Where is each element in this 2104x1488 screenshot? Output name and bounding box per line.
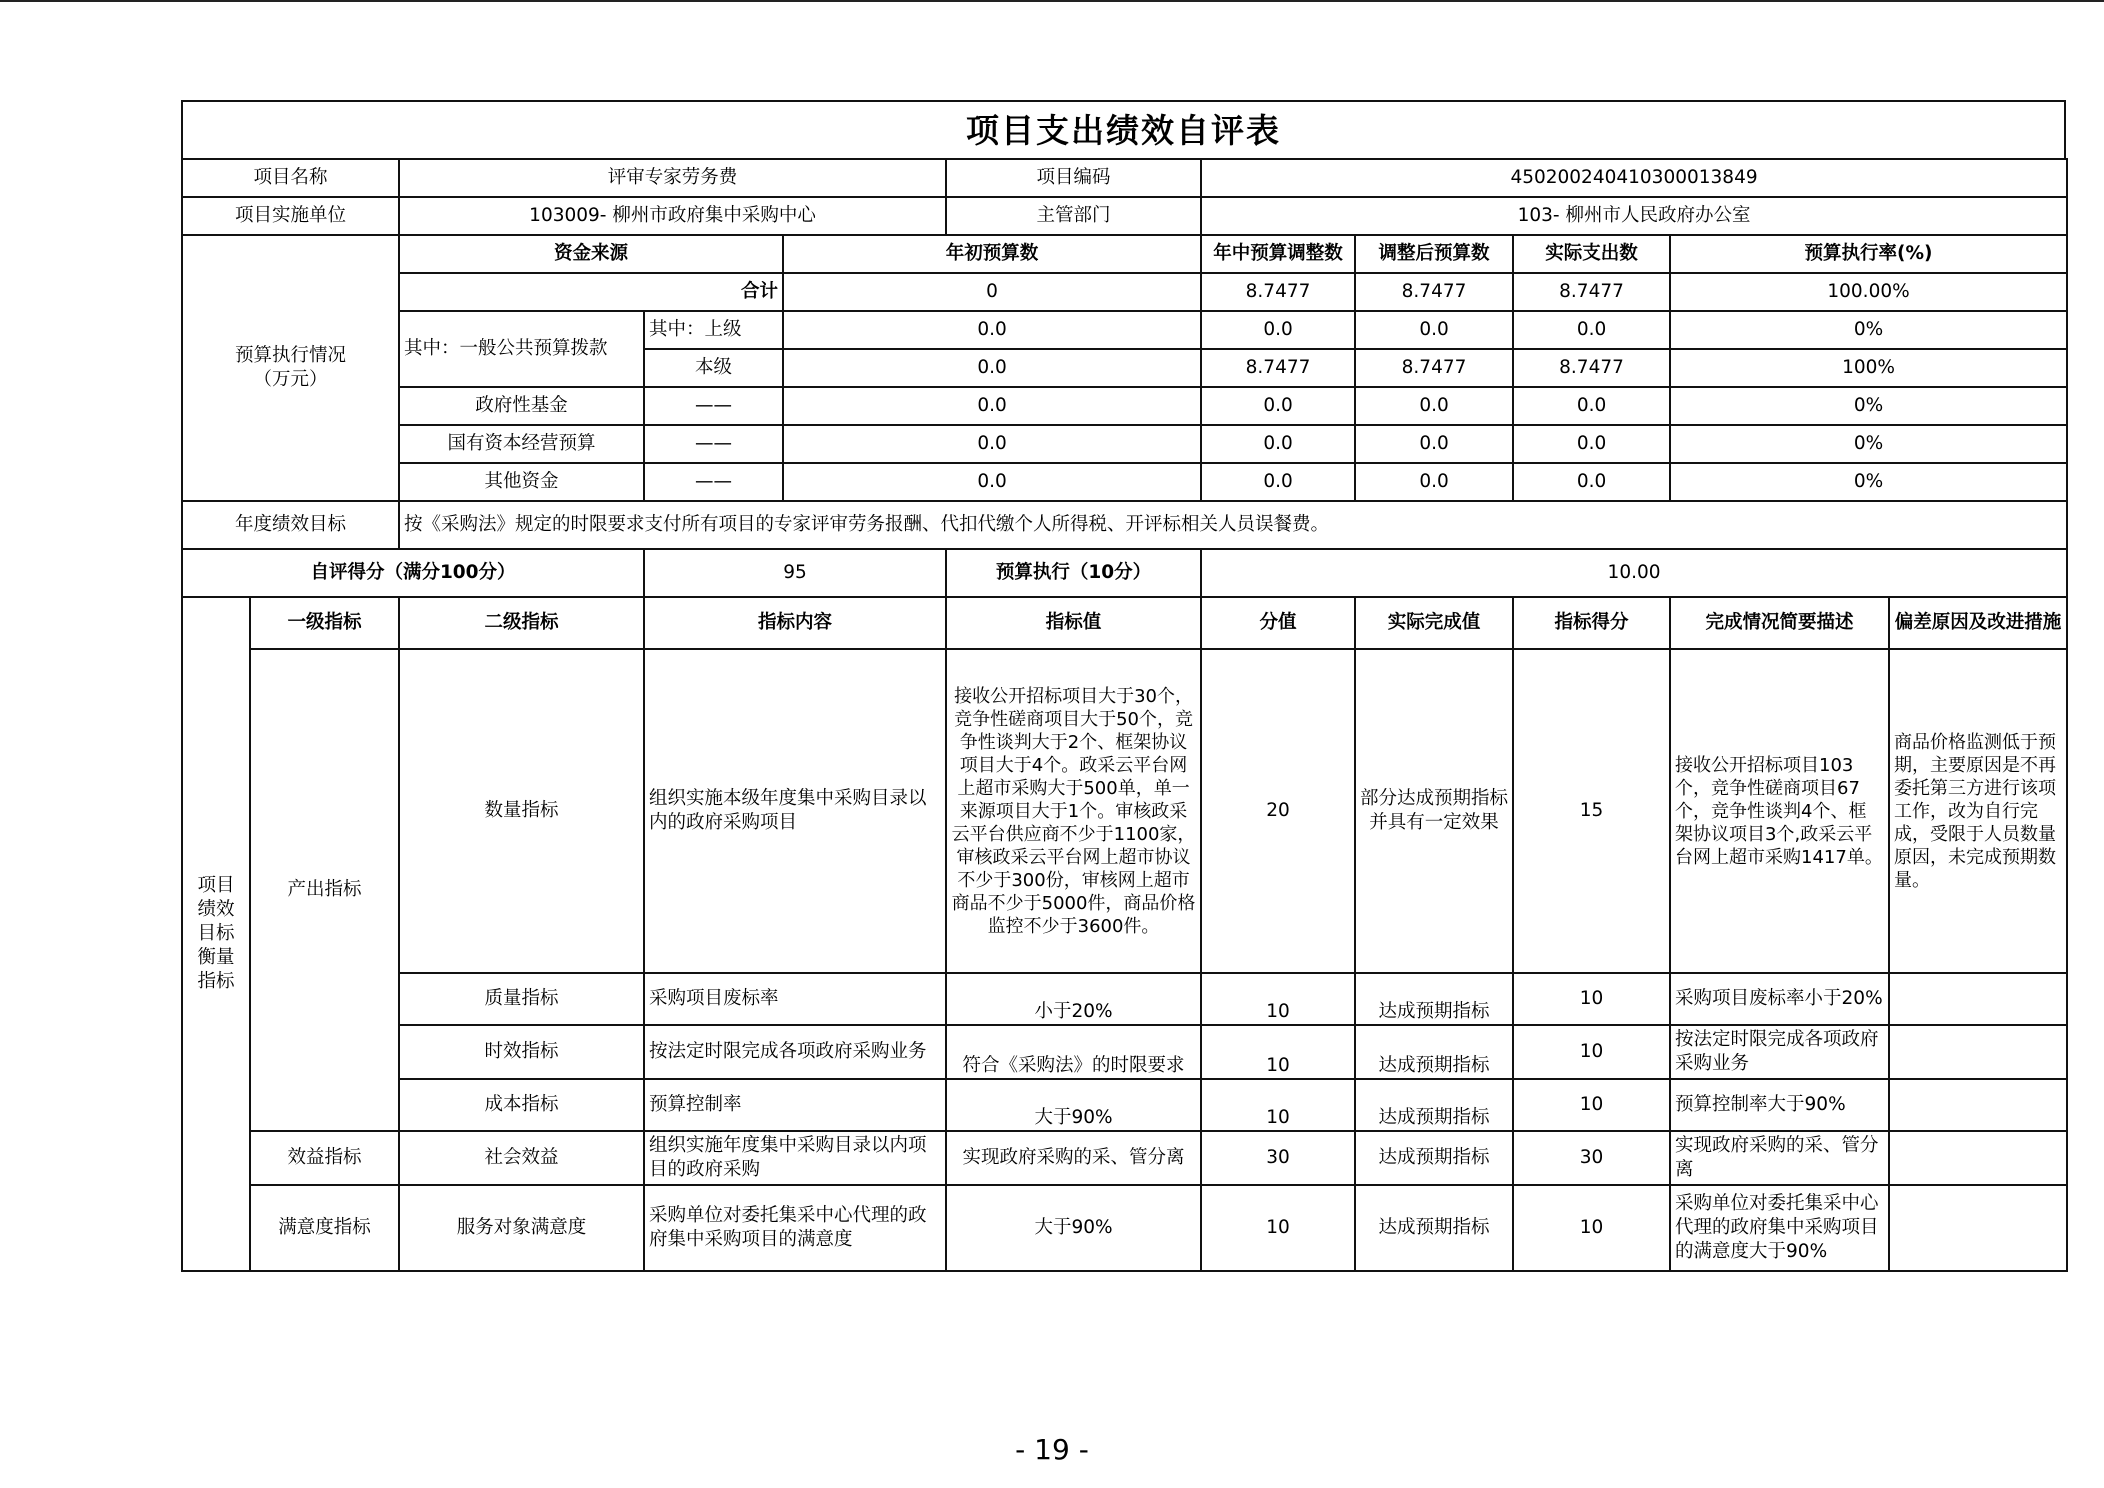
capital-rate: 0% — [1670, 425, 2067, 463]
timeliness-desc: 按法定时限完成各项政府采购业务 — [1670, 1025, 1889, 1079]
project-name-label: 项目名称 — [182, 159, 399, 197]
quality-desc: 采购项目废标率小于20% — [1670, 973, 1889, 1025]
quantity-actual: 部分达成预期指标并具有一定效果 — [1355, 649, 1513, 973]
group-output: 产出指标 — [250, 649, 399, 1131]
satisfaction-score: 10 — [1513, 1185, 1670, 1271]
shangji-rate: 0% — [1670, 311, 2067, 349]
budget-header-adjusted: 调整后预算数 — [1355, 235, 1513, 273]
budget-section-label: 预算执行情况（万元） — [182, 235, 399, 501]
benji-rate: 100% — [1670, 349, 2067, 387]
other-dash: —— — [644, 463, 783, 501]
capital-initial: 0.0 — [783, 425, 1201, 463]
satisfaction-desc: 采购单位对委托集采中心代理的政府集中采购项目的满意度大于90% — [1670, 1185, 1889, 1271]
quality-weight: 10 — [1201, 973, 1355, 1025]
cost-level2: 成本指标 — [399, 1079, 644, 1131]
quantity-level2: 数量指标 — [399, 649, 644, 973]
shangji-adjusted: 0.0 — [1355, 311, 1513, 349]
page-title: 项目支出绩效自评表 — [181, 100, 2066, 158]
social-target: 实现政府采购的采、管分离 — [946, 1131, 1201, 1185]
social-score: 30 — [1513, 1131, 1670, 1185]
benji-actual: 8.7477 — [1513, 349, 1670, 387]
dept-value: 103- 柳州市人民政府办公室 — [1201, 197, 2067, 235]
indicator-row-quality — [182, 973, 2067, 1025]
fund-adjust: 0.0 — [1201, 387, 1355, 425]
benji-adjust: 8.7477 — [1201, 349, 1355, 387]
header-reason: 偏差原因及改进措施 — [1889, 597, 2067, 649]
cost-weight: 10 — [1201, 1079, 1355, 1131]
total-adjust: 8.7477 — [1201, 273, 1355, 311]
other-rate: 0% — [1670, 463, 2067, 501]
benji-adjusted: 8.7477 — [1355, 349, 1513, 387]
capital-dash: —— — [644, 425, 783, 463]
satisfaction-weight: 10 — [1201, 1185, 1355, 1271]
header-actual: 实际完成值 — [1355, 597, 1513, 649]
indicator-header-row — [182, 597, 2067, 649]
project-code-value: 450200240410300013849 — [1201, 159, 2067, 197]
quality-score: 10 — [1513, 973, 1670, 1025]
timeliness-weight: 10 — [1201, 1025, 1355, 1079]
satisfaction-content: 采购单位对委托集采中心代理的政府集中采购项目的满意度 — [644, 1185, 946, 1271]
quantity-desc: 接收公开招标项目103个，竞争性磋商项目67个，竞争性谈判4个、框架协议项目3个,政采云平台网上超市采购1417单。 — [1670, 649, 1889, 973]
exec-value: 10.00 — [1201, 549, 2067, 597]
performance-table — [181, 158, 2068, 1272]
cost-target: 大于90% — [946, 1079, 1201, 1131]
total-rate: 100.00% — [1670, 273, 2067, 311]
capital-actual: 0.0 — [1513, 425, 1670, 463]
timeliness-reason — [1889, 1025, 2067, 1079]
budget-header-adjust: 年中预算调整数 — [1201, 235, 1355, 273]
group-satisfaction: 满意度指标 — [250, 1185, 399, 1271]
other-actual: 0.0 — [1513, 463, 1670, 501]
timeliness-target: 符合《采购法》的时限要求 — [946, 1025, 1201, 1079]
indicator-row-cost — [182, 1079, 2067, 1131]
social-content: 组织实施年度集中采购目录以内项目的政府采购 — [644, 1131, 946, 1185]
other-initial: 0.0 — [783, 463, 1201, 501]
total-label: 合计 — [399, 273, 783, 311]
dept-label: 主管部门 — [946, 197, 1201, 235]
budget-header-source: 资金来源 — [399, 235, 783, 273]
capital-adjust: 0.0 — [1201, 425, 1355, 463]
capital-label: 国有资本经营预算 — [399, 425, 644, 463]
quantity-content: 组织实施本级年度集中采购目录以内的政府采购项目 — [644, 649, 946, 973]
timeliness-score: 10 — [1513, 1025, 1670, 1079]
indicator-row-social — [182, 1131, 2067, 1185]
satisfaction-level2: 服务对象满意度 — [399, 1185, 644, 1271]
project-code-label: 项目编码 — [946, 159, 1201, 197]
goal-label: 年度绩效目标 — [182, 501, 399, 549]
quantity-reason: 商品价格监测低于预期，主要原因是不再委托第三方进行该项工作，改为自行完成，受限于人员数量原因，未完成预期数量。 — [1889, 649, 2067, 973]
timeliness-actual: 达成预期指标 — [1355, 1025, 1513, 1079]
capital-adjusted: 0.0 — [1355, 425, 1513, 463]
satisfaction-target: 大于90% — [946, 1185, 1201, 1271]
budget-capital-row — [182, 425, 2067, 463]
total-actual: 8.7477 — [1513, 273, 1670, 311]
indicator-side-label: 项目绩效目标衡量指标 — [182, 597, 250, 1271]
social-reason — [1889, 1131, 2067, 1185]
shangji-initial: 0.0 — [783, 311, 1201, 349]
budget-shangji-row — [182, 311, 2067, 349]
header-level1: 一级指标 — [250, 597, 399, 649]
page-number: - 19 - — [1015, 1433, 1089, 1466]
header-content: 指标内容 — [644, 597, 946, 649]
quality-level2: 质量指标 — [399, 973, 644, 1025]
fund-dash: —— — [644, 387, 783, 425]
total-initial: 0 — [783, 273, 1201, 311]
general-budget-label: 其中：一般公共预算拨款 — [399, 311, 644, 387]
fund-actual: 0.0 — [1513, 387, 1670, 425]
quantity-target: 接收公开招标项目大于30个，竞争性磋商项目大于50个，竞争性谈判大于2个、框架协议项目大于4个。政采云平台网上超市采购大于500单，单一来源项目大于1个。审核政采云平台供应商不少于1100家，审核政采云平台网上超市协议不少于300份，审核网上超市商品不少于5000件，商品价格监控不少于3600件。 — [946, 649, 1201, 973]
social-level2: 社会效益 — [399, 1131, 644, 1185]
header-desc: 完成情况简要描述 — [1670, 597, 1889, 649]
indicator-row-satisfaction — [182, 1185, 2067, 1271]
shangji-adjust: 0.0 — [1201, 311, 1355, 349]
info-row-2 — [182, 197, 2067, 235]
other-label: 其他资金 — [399, 463, 644, 501]
quality-reason — [1889, 973, 2067, 1025]
indicator-row-timeliness — [182, 1025, 2067, 1079]
score-label: 自评得分（满分100分） — [182, 549, 644, 597]
cost-actual: 达成预期指标 — [1355, 1079, 1513, 1131]
satisfaction-actual: 达成预期指标 — [1355, 1185, 1513, 1271]
header-weight: 分值 — [1201, 597, 1355, 649]
fund-initial: 0.0 — [783, 387, 1201, 425]
info-row-1 — [182, 159, 2067, 197]
quantity-score: 15 — [1513, 649, 1670, 973]
goal-row — [182, 501, 2067, 549]
exec-label: 预算执行（10分） — [946, 549, 1201, 597]
timeliness-content: 按法定时限完成各项政府采购业务 — [644, 1025, 946, 1079]
project-name-value: 评审专家劳务费 — [399, 159, 946, 197]
budget-header-rate: 预算执行率(%) — [1670, 235, 2067, 273]
fund-rate: 0% — [1670, 387, 2067, 425]
score-row — [182, 549, 2067, 597]
quality-content: 采购项目废标率 — [644, 973, 946, 1025]
social-weight: 30 — [1201, 1131, 1355, 1185]
quality-actual: 达成预期指标 — [1355, 973, 1513, 1025]
cost-content: 预算控制率 — [644, 1079, 946, 1131]
shangji-actual: 0.0 — [1513, 311, 1670, 349]
budget-other-row — [182, 463, 2067, 501]
benji-label: 本级 — [644, 349, 783, 387]
benji-initial: 0.0 — [783, 349, 1201, 387]
total-adjusted: 8.7477 — [1355, 273, 1513, 311]
cost-reason — [1889, 1079, 2067, 1131]
budget-total-row — [182, 273, 2067, 311]
budget-header-initial: 年初预算数 — [783, 235, 1201, 273]
social-actual: 达成预期指标 — [1355, 1131, 1513, 1185]
cost-score: 10 — [1513, 1079, 1670, 1131]
goal-text: 按《采购法》规定的时限要求支付所有项目的专家评审劳务报酬、代扣代缴个人所得税、开评标相关人员误餐费。 — [399, 501, 2067, 549]
satisfaction-reason — [1889, 1185, 2067, 1271]
unit-value: 103009- 柳州市政府集中采购中心 — [399, 197, 946, 235]
group-benefit: 效益指标 — [250, 1131, 399, 1185]
budget-fund-row — [182, 387, 2067, 425]
other-adjusted: 0.0 — [1355, 463, 1513, 501]
score-value: 95 — [644, 549, 946, 597]
other-adjust: 0.0 — [1201, 463, 1355, 501]
unit-label: 项目实施单位 — [182, 197, 399, 235]
header-target: 指标值 — [946, 597, 1201, 649]
header-level2: 二级指标 — [399, 597, 644, 649]
header-score: 指标得分 — [1513, 597, 1670, 649]
page-top-border — [0, 0, 2104, 2]
quality-target: 小于20% — [946, 973, 1201, 1025]
quantity-weight: 20 — [1201, 649, 1355, 973]
indicator-row-quantity — [182, 649, 2067, 973]
social-desc: 实现政府采购的采、管分离 — [1670, 1131, 1889, 1185]
fund-label: 政府性基金 — [399, 387, 644, 425]
budget-header-actual: 实际支出数 — [1513, 235, 1670, 273]
shangji-label: 其中：上级 — [644, 311, 783, 349]
timeliness-level2: 时效指标 — [399, 1025, 644, 1079]
budget-header-row — [182, 235, 2067, 273]
cost-desc: 预算控制率大于90% — [1670, 1079, 1889, 1131]
fund-adjusted: 0.0 — [1355, 387, 1513, 425]
